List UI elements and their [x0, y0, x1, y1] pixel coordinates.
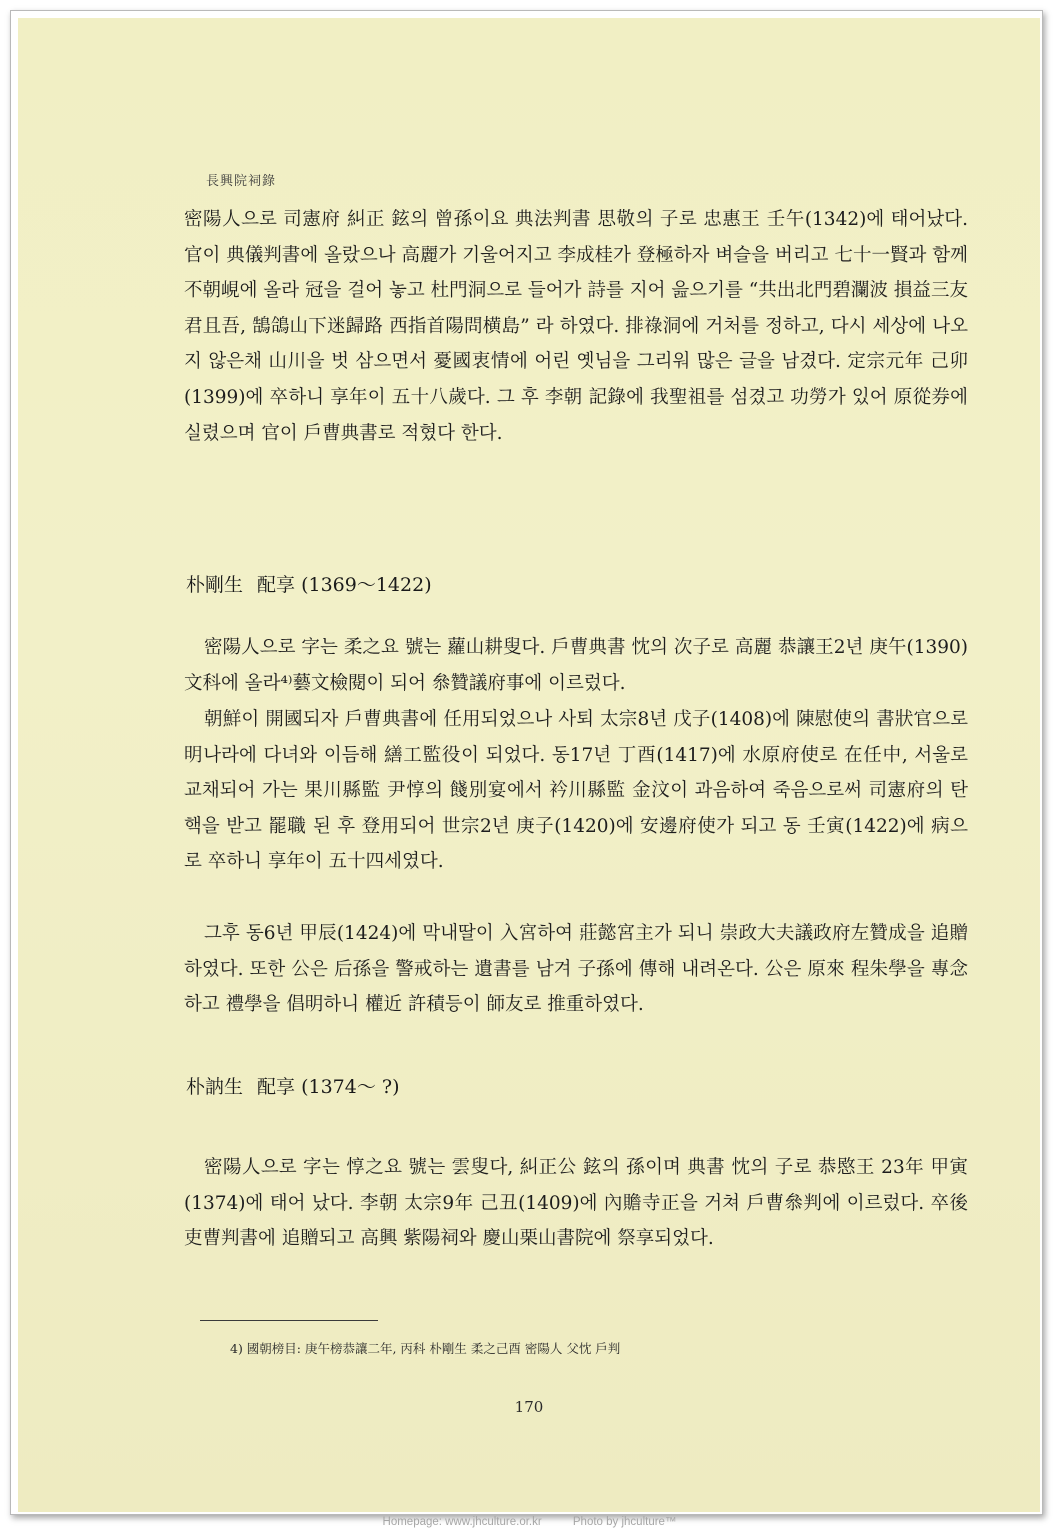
- book-page: [18, 18, 1040, 1512]
- footnote: 4) 國朝榜目: 庚午榜恭讓二年, 丙科 朴剛生 柔之己酉 密陽人 父忱 戶判: [230, 1341, 621, 1356]
- section-years: (1369～1422): [301, 574, 432, 596]
- photo-credit: Photo by jhculture™: [572, 1516, 677, 1528]
- section1-paragraph-2: 朝鮮이 開國되자 戶曹典書에 任用되었으나 사퇴 太宗8년 戊子(1408)에 陳慰使의 書狀官으로 明나라에 다녀와 이듬해 繕工監役이 되었다. 동17년 丁酉(1417)에 水原府使로 在任中, 서울로 교채되어 가는 果川縣監 尹惇의 餞別宴에서 衿川縣監 金汶이 과음하여 죽음으로써 司憲府의 탄핵을 받고 罷職 된 후 登用되어 世宗2년 庚子(1420)에 安邊府使가 되고 동 壬寅(1422)에 病으로 卒하니 享年이 五十四세였다.: [184, 709, 968, 873]
- page-number: 170: [514, 1398, 544, 1416]
- homepage-credit: Homepage: www.jhculture.or.kr: [382, 1516, 542, 1528]
- section-years: (1374～ ?): [301, 1076, 400, 1098]
- section-title-park-nulsaeng: [186, 1072, 399, 1099]
- section1-paragraph-3: 그후 동6년 甲辰(1424)에 막내딸이 入宮하여 莊懿宮主가 되니 崇政大夫議政府左贊成을 追贈하였다. 또한 公은 后孫을 警戒하는 遺書를 남겨 子孫에 傳해 내려온다. 公은 原來 程朱學을 專念하고 禮學을 倡明하니 權近 許積등이 師友로 推重하였다.: [184, 923, 968, 1016]
- section-title-park-gangsaeng: [186, 570, 432, 597]
- running-head: 長興院祠錄: [206, 174, 277, 189]
- intro-paragraph: 密陽人으로 司憲府 糾正 鉉의 曾孫이요 典法判書 思敬의 子로 忠惠王 壬午(1342)에 태어났다. 官이 典儀判書에 올랐으나 高麗가 기울어지고 李成桂가 登極하자 벼슬을 버리고 七十一賢과 함께 不朝峴에 올라 冠을 걸어 놓고 杜門洞으로 들어가 詩를 지어 읊으기를 “共出北門碧瀾波 損益三友君且吾, 鵠鴿山下迷歸路 西指首陽問横島” 라 하였다. 排祿洞에 거처를 정하고, 다시 세상에 나오지 않은채 山川을 벗 삼으면서 憂國衷情에 어린 옛님을 그리워 많은 글을 남겼다. 定宗元年 己卯(1399)에 卒하니 享年이 五十八歲다. 그 후 李朝 記錄에 我聖祖를 섬겼고 功勞가 있어 原從券에 실렸으며 官이 戶曹典書로 적혔다 한다.: [184, 209, 968, 444]
- section-name: 朴剛生: [186, 574, 244, 596]
- section1-paragraph-1: 密陽人으로 字는 柔之요 號는 蘿山耕叟다. 戶曹典書 忱의 次子로 高麗 恭讓王2년 庚午(1390) 文科에 올라⁴⁾藝文檢閱이 되어 叅贊議府事에 이르렀다.: [184, 637, 968, 694]
- photo-credit-bar: [0, 1516, 1059, 1534]
- section-name: 朴訥生: [186, 1076, 244, 1098]
- section-role: 配享: [257, 1076, 296, 1098]
- footnote-divider: [200, 1320, 378, 1321]
- section-role: 配享: [257, 574, 296, 596]
- section2-paragraph-1: 密陽人으로 字는 惇之요 號는 雲叟다, 糾正公 鉉의 孫이며 典書 忱의 子로 恭愍王 23年 甲寅(1374)에 태어 났다. 李朝 太宗9年 己丑(1409)에 內贍寺正을 거쳐 戶曹叅判에 이르렀다. 卒後 吏曹判書에 追贈되고 高興 紫陽祠와 慶山栗山書院에 祭享되었다.: [184, 1157, 968, 1250]
